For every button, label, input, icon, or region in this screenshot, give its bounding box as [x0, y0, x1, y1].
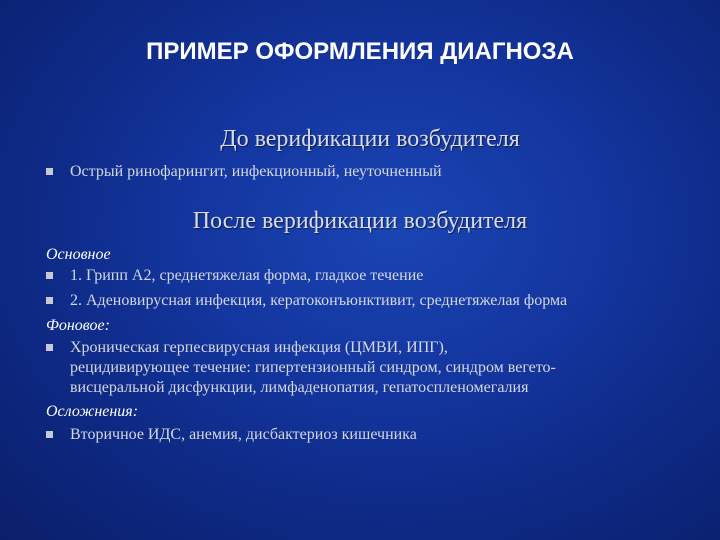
bullet-text: 2. Аденовирусная инфекция, кератоконъюнктивит, среднетяжелая форма — [70, 292, 568, 309]
square-bullet-icon — [46, 344, 53, 351]
main-diagnosis-label: Основное — [46, 246, 111, 263]
background-diagnosis-label: Фоновое: — [46, 317, 110, 334]
heading-before-verification: До верификации возбудителя — [220, 126, 520, 152]
square-bullet-icon — [46, 297, 53, 304]
square-bullet-icon — [46, 168, 53, 175]
bullet-text: 1. Грипп А2, среднетяжелая форма, гладкое течение — [70, 267, 424, 284]
bullet-text: Вторичное ИДС, анемия, дисбактериоз кишечника — [70, 426, 417, 443]
square-bullet-icon — [46, 431, 53, 438]
complications-label: Осложнения: — [46, 403, 139, 420]
slide-title: ПРИМЕР ОФОРМЛЕНИЯ ДИАГНОЗА — [146, 38, 574, 65]
bullet-text-line3: висцеральной дисфункции, лимфаденопатия, гепатоспленомегалия — [70, 379, 529, 396]
bullet-text: Острый ринофарингит, инфекционный, неуточненный — [70, 163, 442, 180]
bullet-text-line1: Хроническая герпесвирусная инфекция (ЦМВИ, ИПГ), — [70, 339, 448, 356]
heading-after-verification: После верификации возбудителя — [192, 208, 528, 234]
square-bullet-icon — [46, 272, 53, 279]
bullet-text-line2: рецидивирующее течение: гипертензионный синдром, синдром вегето- — [70, 359, 556, 376]
